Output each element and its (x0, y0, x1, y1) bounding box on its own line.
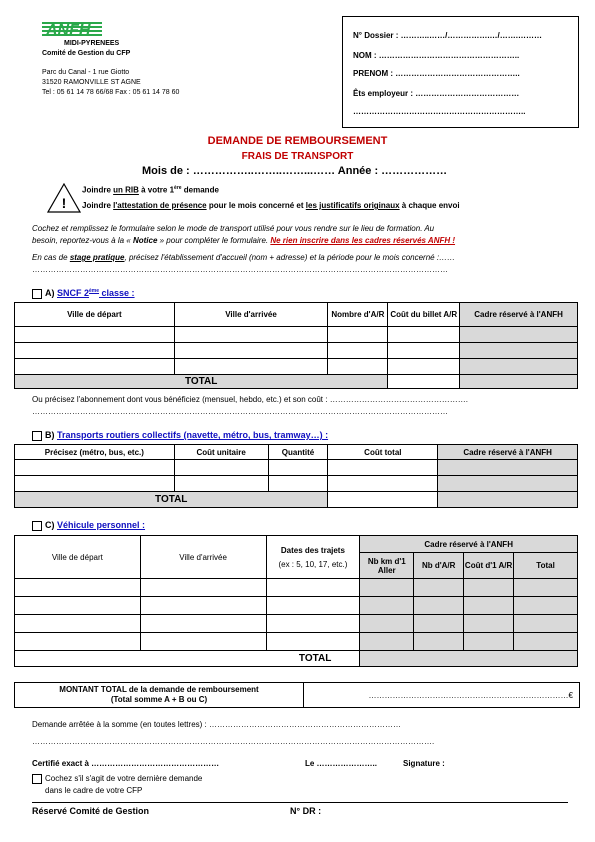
col-cadre-anfh: Cadre réservé à l'ANFH (460, 303, 578, 327)
total-label: TOTAL (15, 651, 360, 667)
stage-line-1: En cas de stage pratique, précisez l'établissement d'accueil (nom + adresse) et la période pour le mois concerné :…… (32, 253, 456, 262)
address-line-2: 31520 RAMONVILLE ST AGNE (42, 79, 141, 86)
region: MIDI-PYRENEES (64, 40, 120, 47)
warning-line-2: Joindre l'attestation de présence pour le mois concerné et les justificatifs originaux à chaque envoi (82, 201, 460, 210)
col-ville-arrivee: Ville d'arrivée (140, 536, 266, 579)
dossier-field[interactable]: N° Dossier : ………..……/…………….…/…….……… (353, 31, 542, 40)
total-label: TOTAL (15, 492, 328, 508)
col-ville-depart: Ville de départ (15, 303, 175, 327)
dossier-box (342, 16, 579, 128)
col-precisez: Précisez (métro, bus, etc.) (15, 445, 175, 460)
table-row (15, 460, 578, 476)
annee-label: Année : ……………… (337, 165, 448, 177)
total-row (15, 375, 578, 389)
warning-icon (47, 183, 81, 218)
reserve-comite: Réservé Comité de Gestion (32, 806, 150, 816)
abonnement-line-1[interactable]: Ou précisez l'abonnement dont vous bénéficiez (mensuel, hebdo, etc.) et son coût : ……………………………………………. (32, 395, 468, 404)
montant-sublabel: (Total somme A + B ou C) (110, 695, 208, 704)
col-ville-arrivee: Ville d'arrivée (174, 303, 328, 327)
svg-text:ANFH: ANFH (46, 22, 91, 38)
col-dates: Dates des trajets (ex : 5, 10, 17, etc.) (266, 536, 360, 579)
extra-field[interactable]: ……………………………………………………….. (353, 107, 526, 116)
col-nb-ar: Nb d'A/R (414, 553, 464, 579)
col-total: Total (514, 553, 578, 579)
nom-field[interactable]: NOM : …………………………………………….. (353, 51, 520, 60)
section-b-table (14, 444, 578, 508)
ndr-label: N° DR : (290, 806, 322, 816)
col-cout-billet: Coût du billet A/R (388, 303, 460, 327)
total-value[interactable] (388, 375, 460, 389)
warning-line-1: Joindre un RIB à votre 1ère demande (82, 185, 219, 195)
total-row (15, 651, 578, 667)
total-value[interactable] (328, 492, 438, 508)
section-b-title: B) Transports routiers collectifs (navette, métro, bus, tramway…) : (32, 430, 328, 441)
table-row (15, 359, 578, 375)
col-nb-km: Nb km d'1 Aller (360, 553, 414, 579)
section-a-table (14, 302, 578, 389)
mois-field[interactable] (142, 165, 447, 177)
total-label: TOTAL (15, 375, 388, 389)
instructions-line-2: besoin, reportez-vous à la « Notice » pour compléter le formulaire. Ne rien inscrire dans les cadres réservés ANFH ! (32, 236, 456, 245)
derniere-demande: Cochez s'il s'agit de votre dernière demande (32, 774, 202, 784)
abonnement-line-2[interactable]: ………………………………………………………………………………………………………………………………………… (32, 407, 448, 416)
logo (42, 20, 104, 38)
col-ville-depart: Ville de départ (15, 536, 141, 579)
arretee-line-1[interactable]: Demande arrêtée à la somme (en toutes lettres) : ……………………………………………………………… (32, 720, 401, 729)
instructions-line-1: Cochez et remplissez le formulaire selon le mode de transport utilisé pour vous rendre sur le lieu de formation. Au (32, 224, 435, 233)
col-cadre-anfh: Cadre réservé à l'ANFH (438, 445, 578, 460)
col-quantite: Quantité (268, 445, 328, 460)
phone: Tel : 05 61 14 78 66/68 Fax : 05 61 14 78 60 (42, 89, 180, 96)
table-row (15, 615, 578, 633)
signature-label: Signature : (403, 759, 445, 768)
certifie-field[interactable]: Certifié exact à ………………………………………… (32, 759, 220, 768)
col-cadre-anfh: Cadre réservé à l'ANFH (360, 536, 578, 553)
section-a-title: A) SNCF 2ème classe : (32, 288, 135, 299)
col-cout-unitaire: Coût unitaire (174, 445, 268, 460)
col-cout-ar: Coût d'1 A/R (464, 553, 514, 579)
section-a-checkbox[interactable] (32, 289, 42, 299)
derniere-demande-checkbox[interactable] (32, 774, 42, 784)
section-c-checkbox[interactable] (32, 521, 42, 531)
le-field[interactable]: Le ………………….. (305, 759, 378, 768)
anfh-logo-icon (42, 20, 104, 38)
table-row (15, 327, 578, 343)
committee: Comité de Gestion du CFP (42, 50, 131, 57)
arretee-line-2[interactable]: ……………………………………………………………………………………………………………………………………. (32, 737, 435, 746)
section-b-checkbox[interactable] (32, 431, 42, 441)
table-row (15, 633, 578, 651)
divider (32, 802, 568, 803)
total-row (15, 492, 578, 508)
section-c-title: C) Véhicule personnel : (32, 520, 145, 531)
col-nombre-ar: Nombre d'A/R (328, 303, 388, 327)
section-c-table (14, 535, 578, 667)
address-line-1: Parc du Canal - 1 rue Giotto (42, 69, 130, 76)
table-row (15, 579, 578, 597)
montant-box (14, 682, 580, 708)
table-row (15, 343, 578, 359)
montant-label: MONTANT TOTAL de la demande de remboursement (59, 685, 259, 694)
table-row (15, 476, 578, 492)
mois-label: Mois de : ……………..……..……...…… (142, 165, 336, 177)
col-cout-total: Coût total (328, 445, 438, 460)
page-title: DEMANDE DE REMBOURSEMENT (207, 135, 388, 147)
derniere-demande-line-2: dans le cadre de votre CFP (45, 786, 143, 795)
table-row (15, 597, 578, 615)
svg-text:!: ! (61, 195, 67, 211)
stage-line-2[interactable]: ………………………………………………………………………………………………………………………………………… (32, 265, 448, 274)
montant-field[interactable]: …………………………………………………………………€ (368, 691, 573, 700)
page-subtitle: FRAIS DE TRANSPORT (241, 151, 354, 162)
employeur-field[interactable]: Êts employeur : ………………………………… (353, 89, 520, 98)
prenom-field[interactable]: PRENOM : ……………………………………….. (353, 69, 520, 78)
